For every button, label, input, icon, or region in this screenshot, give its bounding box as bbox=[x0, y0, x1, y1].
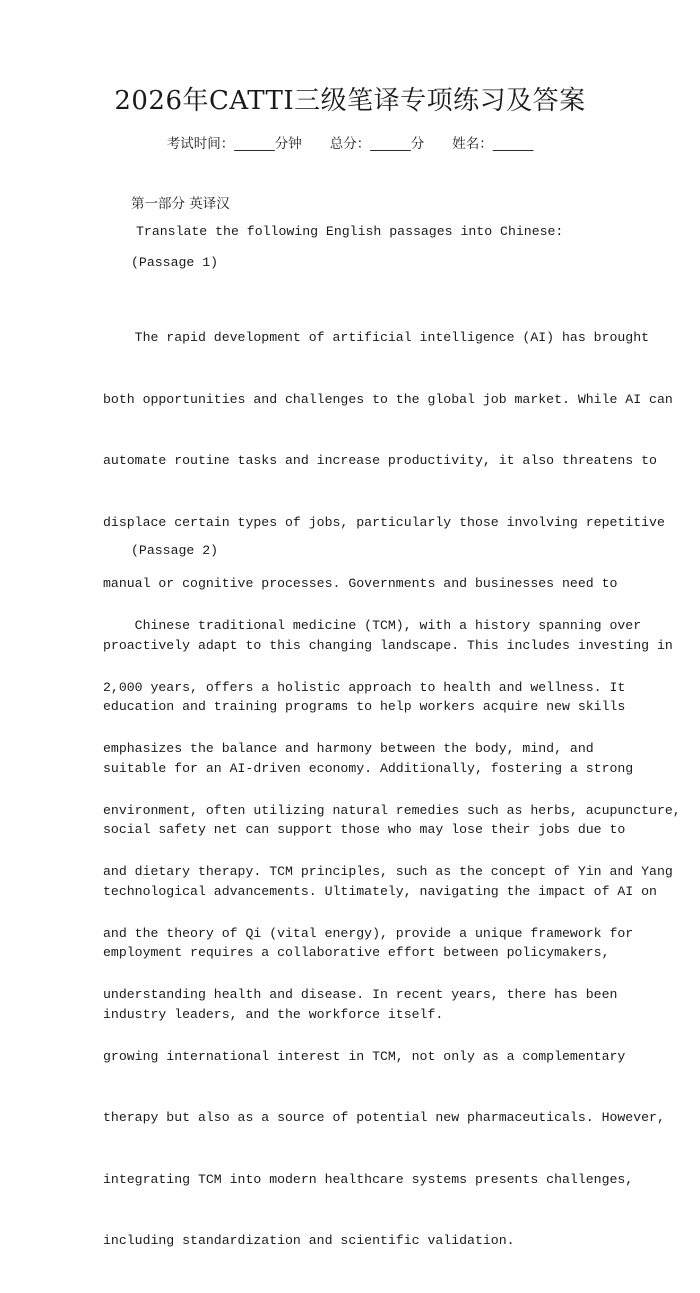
passage-line: therapy but also as a source of potential new pharmaceuticals. However, bbox=[103, 1110, 665, 1125]
passage-line: and dietary therapy. TCM principles, such as the concept of Yin and Yang bbox=[103, 864, 673, 879]
exam-time-field: 考试时间：______分钟 bbox=[166, 136, 302, 152]
passage-line: displace certain types of jobs, particularly those involving repetitive bbox=[103, 514, 665, 530]
student-name-field: 姓名：______ bbox=[452, 136, 534, 152]
passage-2-label: (Passage 2) bbox=[131, 543, 219, 558]
instructions-text: Translate the following English passages into Chinese: bbox=[136, 224, 564, 239]
passage-line: manual or cognitive processes. Governments and businesses need to bbox=[103, 576, 618, 591]
passage-line: proactively adapt to this changing landscape. This includes investing in bbox=[103, 637, 673, 653]
total-score-field: 总分：______分 bbox=[329, 136, 425, 152]
passage-line: employment requires a collaborative effort between policymakers, bbox=[103, 945, 610, 960]
passage-line: automate routine tasks and increase productivity, it also threatens to bbox=[103, 453, 657, 468]
passage-line: both opportunities and challenges to the global job market. While AI can bbox=[103, 391, 673, 407]
document-title: 2026年CATTI三级笔译专项练习及答案 bbox=[114, 86, 586, 116]
passage-line: education and training programs to help workers acquire new skills bbox=[103, 699, 626, 714]
passage-line: environment, often utilizing natural remedies such as herbs, acupuncture, bbox=[103, 802, 681, 818]
exam-meta-line bbox=[0, 132, 700, 152]
passage-line: including standardization and scientific validation. bbox=[103, 1233, 515, 1248]
passage-line: emphasizes the balance and harmony between the body, mind, and bbox=[103, 741, 594, 756]
passage-line: industry leaders, and the workforce itself. bbox=[103, 1006, 444, 1022]
passage-line: and the theory of Qi (vital energy), provide a unique framework for bbox=[103, 925, 634, 941]
passage-line: integrating TCM into modern healthcare systems presents challenges, bbox=[103, 1171, 634, 1187]
passage-line: understanding health and disease. In recent years, there has been bbox=[103, 987, 618, 1002]
passage-line: growing international interest in TCM, not only as a complementary bbox=[103, 1048, 626, 1064]
passage-line: 2,000 years, offers a holistic approach to health and wellness. It bbox=[103, 679, 626, 695]
passage-2-text bbox=[103, 575, 681, 1293]
passage-line: social safety net can support those who may lose their jobs due to bbox=[103, 822, 626, 837]
passage-1-label: (Passage 1) bbox=[131, 255, 219, 270]
passage-line: Chinese traditional medicine (TCM), with a history spanning over bbox=[103, 618, 642, 633]
passage-line: The rapid development of artificial intelligence (AI) has brought bbox=[103, 330, 650, 345]
passage-line: suitable for an AI-driven economy. Additionally, fostering a strong bbox=[103, 760, 634, 776]
section-heading: 第一部分 英译汉 bbox=[131, 196, 230, 212]
passage-line: technological advancements. Ultimately, navigating the impact of AI on bbox=[103, 883, 657, 899]
